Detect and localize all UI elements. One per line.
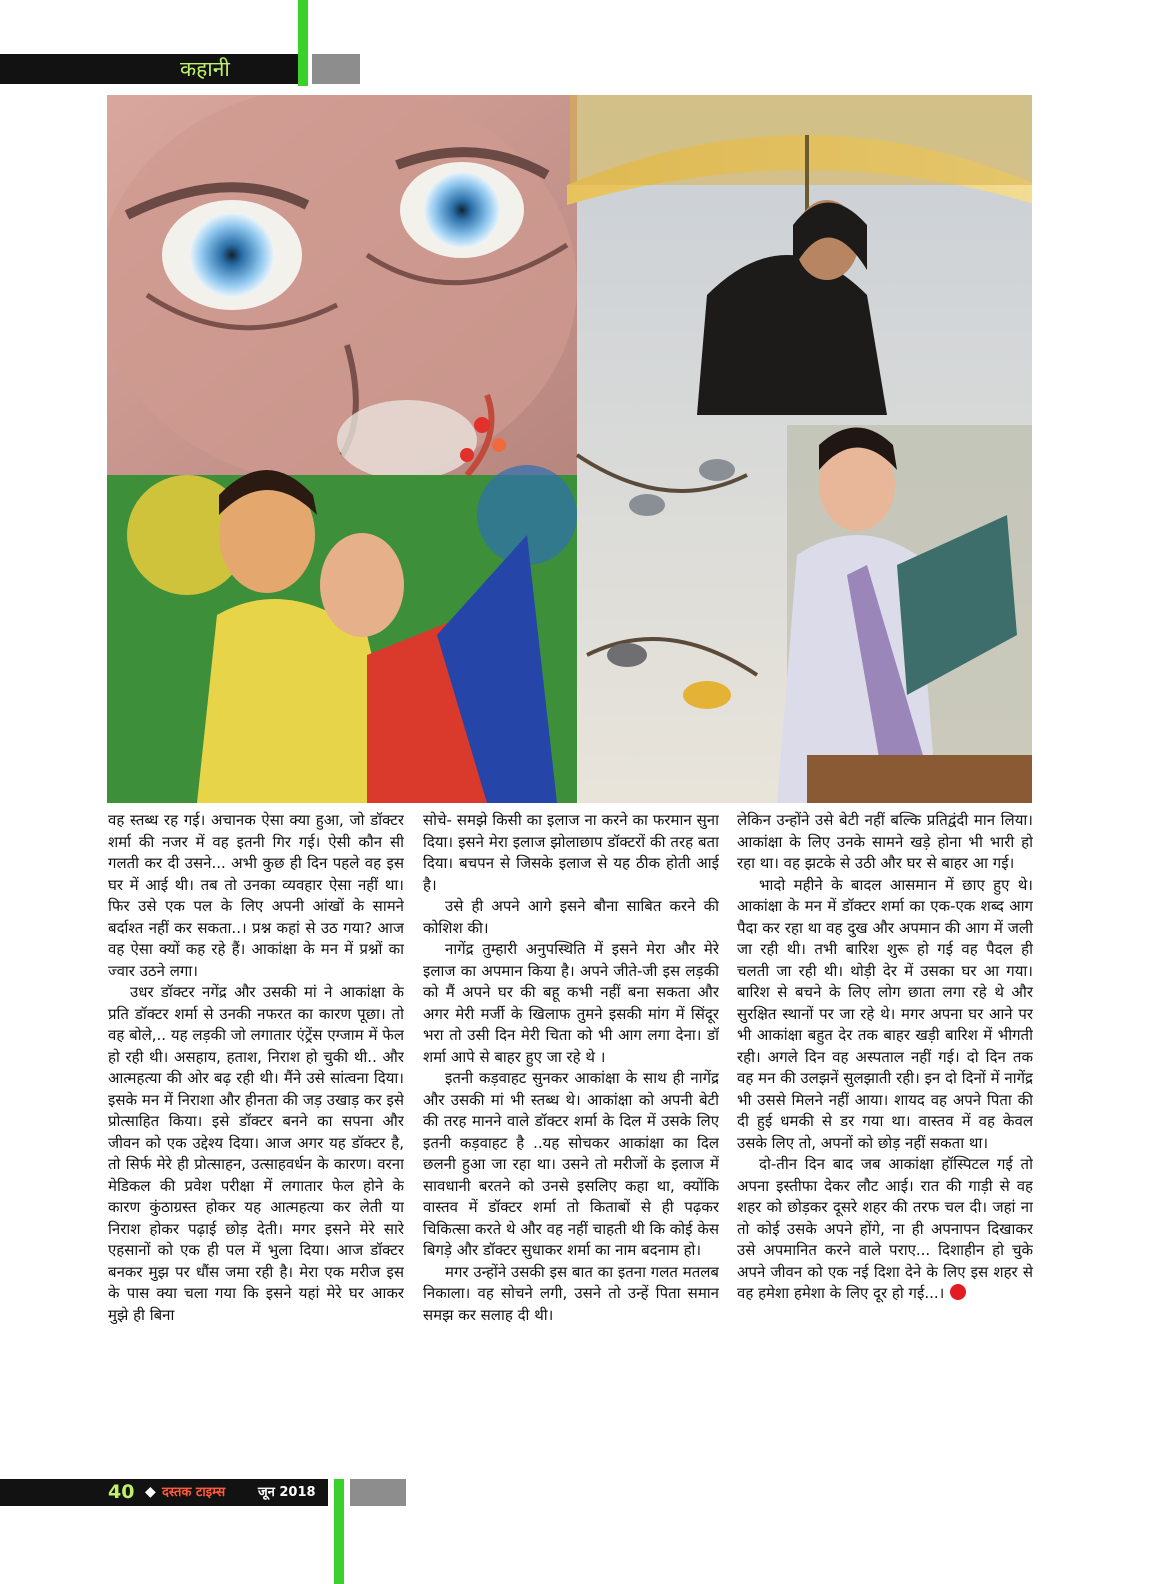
paragraph: वह स्तब्ध रह गई। अचानक ऐसा क्या हुआ, जो डॉक्टर शर्मा की नजर में वह इतनी गिर गई। ऐसी कौन सी गलती कर दी उसने... अभी कुछ ही दिन पहले वह इस घर में आई थी। तब तो उनका व्यवहार ऐसा नहीं था। फिर उसे एक पल के लिए अपनी आंखों के सामने बर्दाश्त नहीं कर सकता..। प्रश्न कहां से उठ गया? आज वह ऐसा क्यों कह रहे हैं। आकांक्षा के मन में प्रश्नों का ज्वार उठने लगा। bbox=[108, 811, 404, 980]
article-column-3 bbox=[737, 810, 1033, 1458]
header-accent-green bbox=[298, 0, 308, 86]
paragraph: इतनी कड़वाहट सुनकर आकांक्षा के साथ ही नागेंद्र और उसकी मां भी स्तब्ध थे। आकांक्षा को अपनी बेटी की तरह मानने वाले डॉक्टर शर्मा के दिल में उसके लिए इतनी कड़वाहट है ..यह सोचकर आकांक्षा का दिल छलनी हुआ जा रहा था। उसने तो मरीजों के इलाज में सावधानी बरतने को उनसे इसलिए कहा था, क्योंकि वास्तव में डॉक्टर शर्मा तो किताबों से ही पढ़कर चिकित्सा करते थे और वह नहीं चाहती थी कि कोई केस बिगड़े और डॉक्टर सुधाकर शर्मा का नाम बदनाम हो। bbox=[423, 1069, 719, 1259]
story-end-icon bbox=[950, 1284, 966, 1300]
section-label: कहानी bbox=[180, 57, 230, 81]
header-accent-grey bbox=[312, 54, 360, 84]
paragraph: लेकिन उन्होंने उसे बेटी नहीं बल्कि प्रतिद्वंदी मान लिया। आकांक्षा के लिए उनके सामने खड़े होना भी भारी हो रहा था। वह झटके से उठी और घर से बाहर आ गई। bbox=[737, 811, 1033, 872]
paragraph: उसे ही अपने आगे इसने बौना साबित करने की कोशिश की। bbox=[423, 897, 719, 937]
story-illustration bbox=[107, 95, 1032, 803]
footer-bullet-icon: ◆ bbox=[145, 1484, 156, 1500]
header-bar bbox=[0, 54, 298, 84]
article-column-2 bbox=[423, 810, 719, 1458]
footer-accent-grey bbox=[350, 1479, 406, 1506]
magazine-name: दस्तक टाइम्स bbox=[162, 1485, 226, 1500]
page-number: 40 bbox=[108, 1481, 135, 1503]
paragraph: सोचे- समझे किसी का इलाज ना करने का फरमान सुना दिया। इसने मेरा इलाज झोलाछाप डॉक्टरों की तरह बता दिया। बचपन से जिसके इलाज से यह ठीक होती आई है। bbox=[423, 811, 719, 894]
issue-date: जून 2018 bbox=[258, 1485, 316, 1500]
paragraph: नागेंद्र तुम्हारी अनुपस्थिति में इसने मेरा और मेरे इलाज का अपमान किया है। अपने जीते-जी इस लड़की को मैं अपने घर की बहू कभी नहीं बना सकता और अगर मेरी मर्जी के खिलाफ तुमने इसकी मांग में सिंदूर भरा तो उसी दिन मेरी चिता को भी आग लगा देना। डॉ शर्मा आपे से बाहर हुए जा रहे थे । bbox=[423, 940, 719, 1066]
footer-accent-green bbox=[334, 1479, 344, 1584]
paragraph: भादो महीने के बादल आसमान में छाए हुए थे। आकांक्षा के मन में डॉक्टर शर्मा का एक-एक शब्द आग पैदा कर रहा था वह दुख और अपमान की आग में जली जा रही थी। तभी बारिश शुरू हो गई वह पैदल ही चलती जा रही थी। थोड़ी देर में उसका घर आ गया। बारिश से बचने के लिए लोग छाता लगा रहे थे और सुरक्षित स्थानों पर जा रहे थे। मगर अपना घर आने पर भी आकांक्षा बहुत देर तक बाहर खड़ी बारिश में भीगती रही। अगले दिन वह अस्पताल नहीं गई। दो दिन तक वह मन की उलझनें सुलझाती रही। इन दो दिनों में नागेंद्र भी उससे मिलने नहीं आया। शायद वह अपने पिता की दी हुई धमकी से डर गया था। वास्तव में वह केवल उसके लिए तो, अपनों को छोड़ नहीं सकता था। bbox=[737, 875, 1033, 1152]
paragraph: उधर डॉक्टर नगेंद्र और उसकी मां ने आकांक्षा के प्रति डॉक्टर शर्मा से उनकी नफरत का कारण पूछा। तो वह बोले,.. यह लड़की जो लगातार एंट्रेंस एग्जाम में फेल हो रही थी। असहाय, हताश, निराश हो चुकी थी.. और आत्महत्या की ओर बढ़ रही थी। मैंने उसे सांत्वना दिया। इसके मन में निराशा और हीनता की जड़ उखाड़ कर इसे प्रोत्साहित किया। इसे डॉक्टर बनने का सपना और जीवन को एक उद्देश्य दिया। आज अगर यह डॉक्टर है, तो सिर्फ मेरे ही प्रोत्साहन, उत्साहवर्धन के कारण। वरना मेडिकल की प्रवेश परीक्षा में लगातार फेल होने के कारण कुंठाग्रस्त होकर यह आत्महत्या कर लेती या निराश होकर पढ़ाई छोड़ देती। मगर इसने मेरे सारे एहसानों को एक ही पल में भुला दिया। आज डॉक्टर बनकर मुझ पर धौंस जमा रही है। मेरा एक मरीज इस के पास क्या चला गया कि इसने यहां मेरे घर आकर मुझे ही बिना bbox=[108, 983, 404, 1324]
final-paragraph bbox=[737, 1154, 1033, 1305]
illustration-collage bbox=[107, 95, 1032, 803]
paragraph: मगर उन्होंने उसकी इस बात का इतना गलत मतलब निकाला। वह सोचने लगी, उसने तो उन्हें पिता समान समझ कर सलाह दी थी। bbox=[423, 1262, 719, 1324]
paragraph-text: दो-तीन दिन बाद जब आकांक्षा हॉस्पिटल गई तो अपना इस्तीफा देकर लौट आई। रात की गाड़ी से वह शहर को छोड़कर दूसरे शहर की तरफ चल दी। जहां ना तो कोई उसके अपने होंगे, ना ही अपनापन दिखाकर उसे अपमानित करने वाले पराए... दिशाहीन हो चुके अपने जीवन को एक नई दिशा देने के लिए इस शहर से वह हमेशा हमेशा के लिए दूर हो गई...। bbox=[737, 1155, 1033, 1302]
article-column-1 bbox=[108, 810, 404, 1458]
